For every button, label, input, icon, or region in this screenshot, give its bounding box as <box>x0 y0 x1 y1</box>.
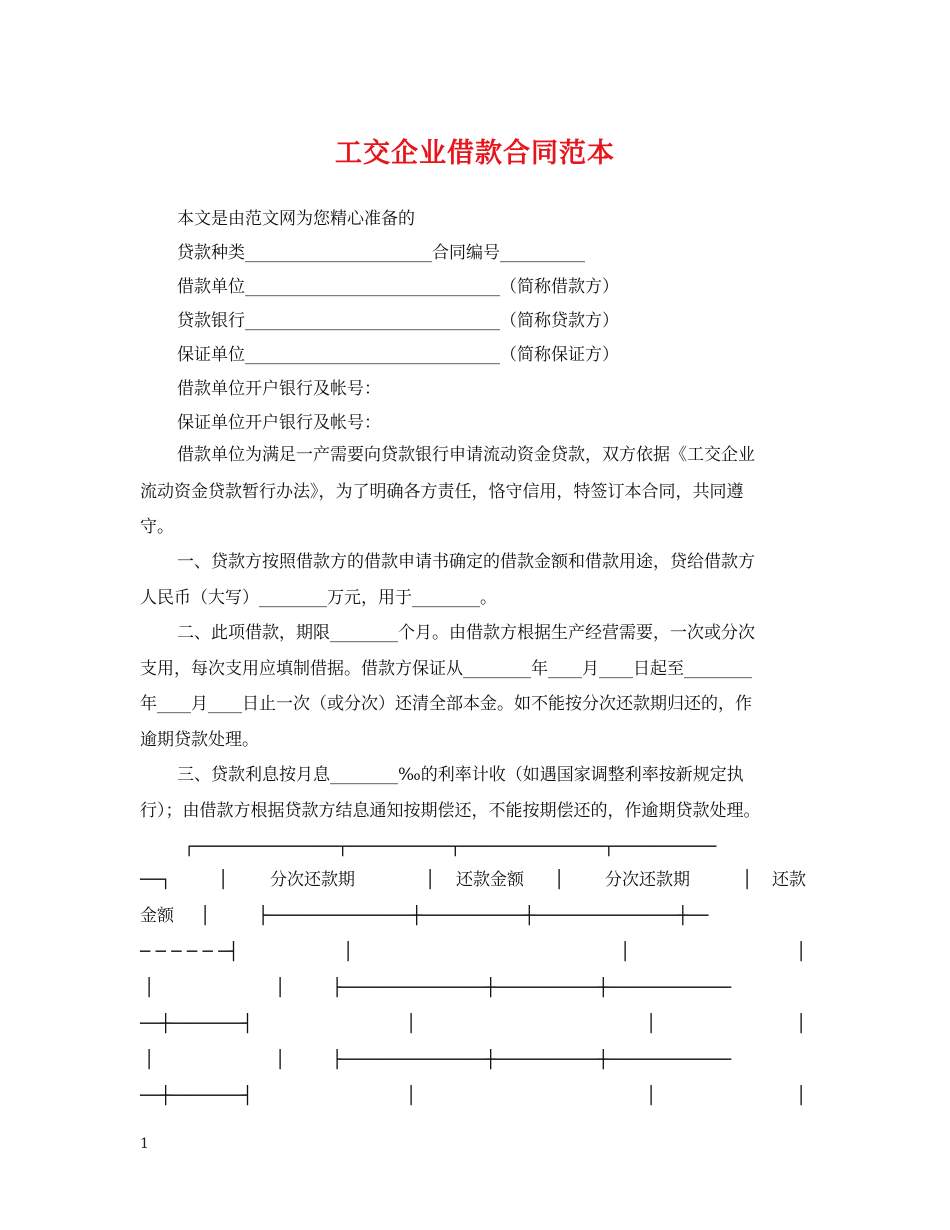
table-header-cell: 分次还款期 <box>605 870 690 890</box>
clause-three-line: 三、贷款利息按月息________‰的利率计收（如遇国家调整利率按新规定执 <box>177 765 744 785</box>
clause-two-line: 逾期贷款处理。 <box>140 730 259 750</box>
guarantor-line: 保证单位______________________________（简称保证方） <box>177 345 619 365</box>
borrower-account-line: 借款单位开户银行及帐号： <box>177 379 381 399</box>
clause-one-line: 人民币（大写）________万元，用于________。 <box>140 588 497 608</box>
table-border: │ <box>620 942 631 962</box>
table-header-cell: 分次还款期 <box>270 870 355 890</box>
table-border: │ <box>144 978 155 998</box>
document-title: 工交企业借款合同范本 <box>335 138 615 169</box>
intro-line: 本文是由范文网为您精心准备的 <box>177 209 415 229</box>
table-border: ──┼───────┤ <box>140 1014 253 1034</box>
lender-line: 贷款银行______________________________（简称贷款方） <box>177 311 619 331</box>
table-border: ├──────────────┼──────────┼──────────── <box>332 978 732 998</box>
table-border: │ <box>796 1014 807 1034</box>
page-number: 1 <box>140 1136 149 1152</box>
table-border: │ <box>646 1086 657 1106</box>
table-border: ──┼───────┤ <box>140 1086 253 1106</box>
table-border: │ <box>144 1050 155 1070</box>
table-border: │ <box>554 870 565 890</box>
guarantor-account-line: 保证单位开户银行及帐号： <box>177 413 381 433</box>
clause-one-line: 一、贷款方按照借款方的借款申请书确定的借款金额和借款用途，贷给借款方 <box>177 552 755 572</box>
table-border: │ <box>218 870 229 890</box>
clause-two-line: 二、此项借款，期限________个月。由借款方根据生产经营需要，一次或分次 <box>177 623 755 643</box>
loan-type-line: 贷款种类______________________合同编号__________ <box>177 243 585 263</box>
table-border: │ <box>425 870 436 890</box>
table-border: │ <box>275 978 286 998</box>
clause-two-line: 年____月____日止一次（或分次）还清全部本金。如不能按分次还款期归还的，作 <box>140 694 752 714</box>
table-border: ──┐ <box>140 870 171 890</box>
table-border: │ <box>200 906 211 926</box>
table-border: │ <box>343 942 354 962</box>
table-border: ─ ─ ─ ─ ─ ─┤ <box>140 942 239 962</box>
clause-two-line: 支用，每次支用应填制借据。借款方保证从________年____月____日起至________ <box>140 659 752 679</box>
table-border: │ <box>796 942 807 962</box>
table-border: │ <box>406 1014 417 1034</box>
table-top-border: ┌──────────────┬──────────┬──────────────┬────────── <box>184 837 717 857</box>
table-border: ├──────────────┼──────────┼──────────────┼── <box>258 906 709 926</box>
paragraph-line: 守。 <box>140 517 174 537</box>
table-border: │ <box>796 1086 807 1106</box>
table-border: │ <box>275 1050 286 1070</box>
clause-three-line: 行）；由借款方根据贷款方结息通知按期偿还，不能按期偿还的，作逾期贷款处理。 <box>140 801 761 821</box>
table-border: │ <box>742 870 753 890</box>
table-header-cell: 还款金额 <box>456 870 524 890</box>
table-border: ├──────────────┼──────────┼──────────── <box>332 1050 732 1070</box>
table-header-cell: 还款 <box>772 870 806 890</box>
table-border: │ <box>406 1086 417 1106</box>
paragraph-line: 流动资金贷款暂行办法》，为了明确各方责任，恪守信用，特签订本合同，共同遵 <box>140 482 744 502</box>
paragraph-line: 借款单位为满足一产需要向贷款银行申请流动资金贷款，双方依据《工交企业 <box>177 445 755 465</box>
table-border: │ <box>646 1014 657 1034</box>
table-header-cell: 金额 <box>140 906 174 926</box>
borrower-line: 借款单位______________________________（简称借款方） <box>177 277 619 297</box>
